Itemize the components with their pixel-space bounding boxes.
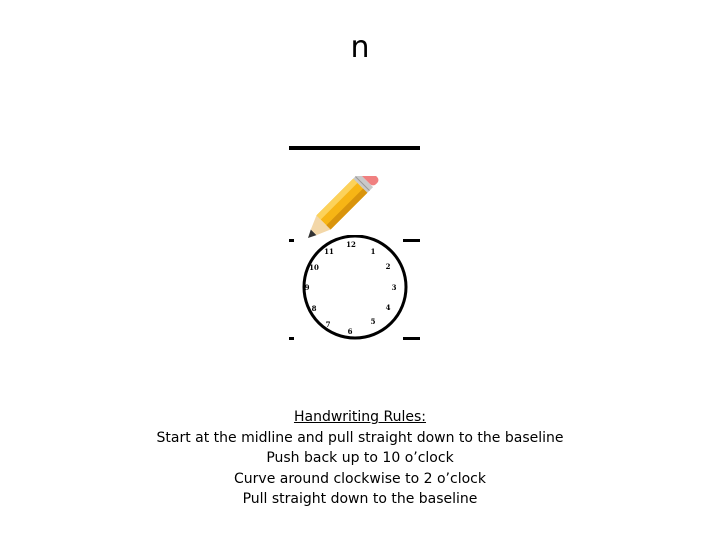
handwriting-rules bbox=[0, 407, 720, 510]
rule-step-4: Pull straight down to the baseline bbox=[242, 491, 478, 507]
letter-display: n bbox=[350, 30, 370, 65]
clock-number-8: 8 bbox=[311, 304, 317, 313]
baseline-left-dash bbox=[289, 337, 294, 340]
clock-number-6: 6 bbox=[347, 327, 353, 336]
clock-number-7: 7 bbox=[325, 320, 331, 329]
clock-number-3: 3 bbox=[391, 283, 397, 292]
clock-number-2: 2 bbox=[385, 262, 391, 271]
clock-face bbox=[300, 235, 410, 340]
rule-step-2: Push back up to 10 o’clock bbox=[266, 450, 454, 466]
rules-heading: Handwriting Rules: bbox=[293, 409, 427, 425]
clock-number-10: 10 bbox=[309, 263, 319, 272]
clock-number-5: 5 bbox=[370, 317, 376, 326]
rule-step-1: Start at the midline and pull straight down to the baseline bbox=[156, 429, 564, 446]
clock-number-1: 1 bbox=[370, 247, 376, 256]
clock-number-4: 4 bbox=[385, 303, 391, 312]
clock-number-11: 11 bbox=[324, 247, 334, 256]
midline-left-dash bbox=[289, 239, 294, 242]
rule-step-3: Curve around clockwise to 2 o’clock bbox=[234, 470, 486, 487]
clock-number-9: 9 bbox=[304, 283, 310, 292]
top-line bbox=[289, 146, 420, 150]
clock-number-12: 12 bbox=[346, 240, 356, 249]
